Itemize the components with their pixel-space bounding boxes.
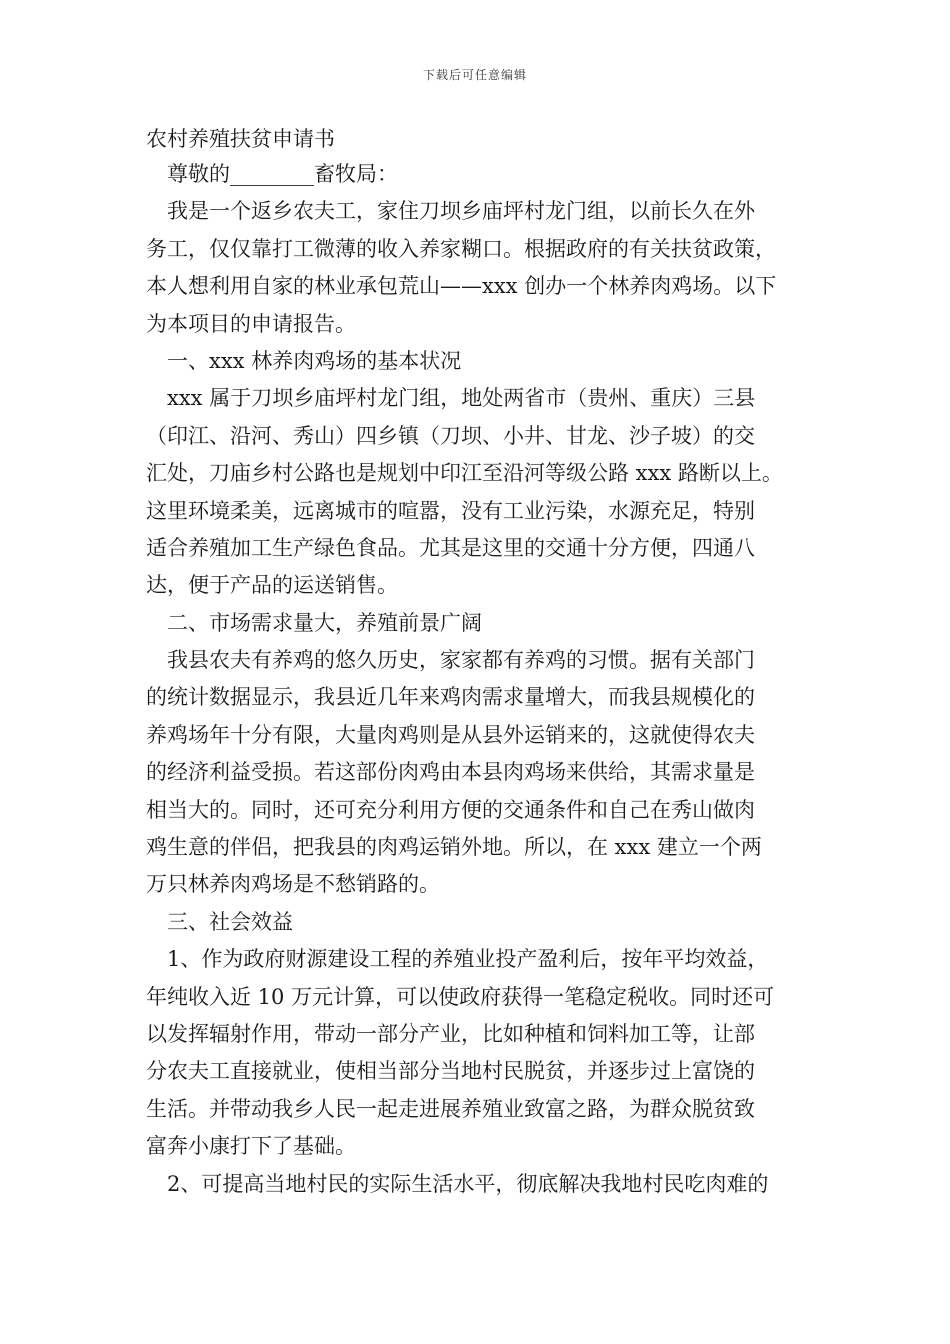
document-body bbox=[146, 122, 816, 1203]
text-line: 生活。并带动我乡人民一起走进展养殖业致富之路，为群众脱贫致 bbox=[146, 1096, 755, 1121]
text-line: 尊敬的________畜牧局： bbox=[146, 162, 398, 186]
text-line: 万只林养肉鸡场是不愁销路的。 bbox=[146, 872, 440, 897]
text-line: 1、作为政府财源建设工程的养殖业投产盈利后，按年平均效益， bbox=[146, 947, 769, 972]
text-line: 本人想利用自家的林业承包荒山——xxx 创办一个林养肉鸡场。以下 bbox=[146, 274, 777, 299]
text-line: 分农夫工直接就业，使相当部分当地村民脱贫，并逐步过上富饶的 bbox=[146, 1059, 755, 1084]
text-line: 适合养殖加工生产绿色食品。尤其是这里的交通十分方便，四通八 bbox=[146, 535, 755, 560]
document-title: 农村养殖扶贫申请书 bbox=[146, 127, 335, 151]
text-line: （印江、沿河、秀山）四乡镇（刀坝、小井、甘龙、沙子坡）的交 bbox=[146, 423, 755, 448]
text-line: 达，便于产品的运送销售。 bbox=[146, 573, 398, 598]
section-heading: 三、社会效益 bbox=[146, 909, 293, 934]
text-line: 富奔小康打下了基础。 bbox=[146, 1134, 356, 1159]
section-heading: 一、xxx 林养肉鸡场的基本状况 bbox=[146, 348, 462, 373]
text-line: 这里环境柔美，远离城市的喧嚣，没有工业污染，水源充足，特别 bbox=[146, 498, 755, 523]
text-line: 相当大的。同时，还可充分利用方便的交通条件和自己在秀山做肉 bbox=[146, 797, 755, 822]
text-line: 我是一个返乡农夫工，家住刀坝乡庙坪村龙门组，以前长久在外 bbox=[146, 199, 755, 224]
text-line: 为本项目的申请报告。 bbox=[146, 311, 356, 336]
text-line: 鸡生意的伴侣，把我县的肉鸡运销外地。所以，在 xxx 建立一个两 bbox=[146, 835, 762, 860]
text-line: 养鸡场年十分有限，大量肉鸡则是从县外运销来的，这就使得农夫 bbox=[146, 722, 755, 747]
text-line: 年纯收入近 10 万元计算，可以使政府获得一笔稳定税收。同时还可 bbox=[146, 984, 775, 1009]
text-line: xxx 属于刀坝乡庙坪村龙门组，地处两省市（贵州、重庆）三县 bbox=[146, 386, 756, 411]
text-line: 2、可提高当地村民的实际生活水平，彻底解决我地村民吃肉难的 bbox=[146, 1171, 769, 1196]
section-heading: 二、市场需求量大，养殖前景广阔 bbox=[146, 610, 482, 635]
text-line: 我县农夫有养鸡的悠久历史，家家都有养鸡的习惯。据有关部门 bbox=[146, 648, 755, 673]
text-line: 以发挥辐射作用，带动一部分产业，比如种植和饲料加工等，让部 bbox=[146, 1021, 755, 1046]
text-line: 务工，仅仅靠打工微薄的收入养家糊口。根据政府的有关扶贫政策， bbox=[146, 236, 776, 261]
text-line: 汇处，刀庙乡村公路也是规划中印江至沿河等级公路 xxx 路断以上。 bbox=[146, 461, 783, 486]
header-note: 下载后可任意编辑 bbox=[422, 68, 527, 82]
text-line: 的经济利益受损。若这部份肉鸡由本县肉鸡场来供给，其需求量是 bbox=[146, 760, 755, 785]
text-line: 的统计数据显示，我县近几年来鸡肉需求量增大，而我县规模化的 bbox=[146, 685, 755, 710]
